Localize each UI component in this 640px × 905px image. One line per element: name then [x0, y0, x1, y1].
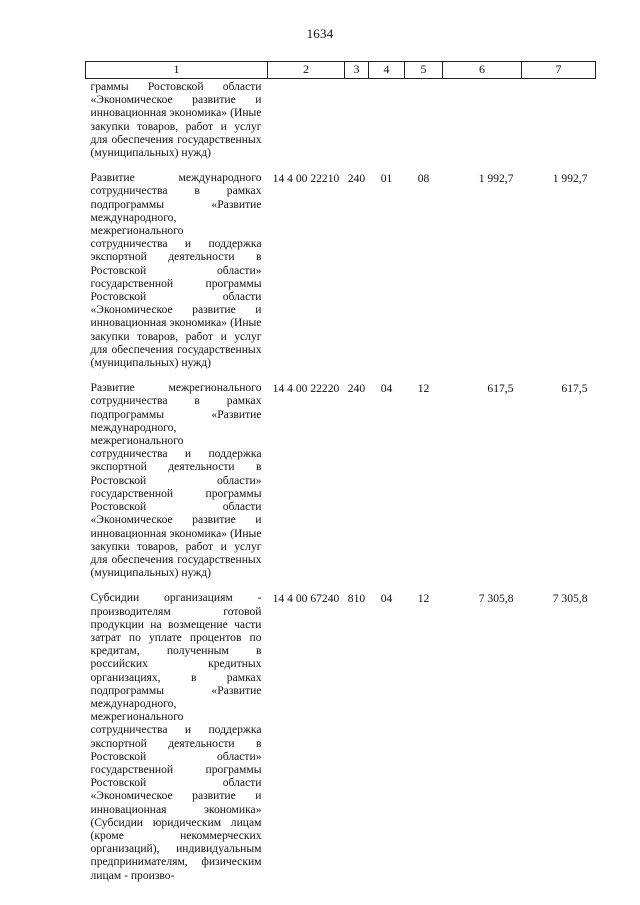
- table-row-continuation: [86, 79, 596, 172]
- target-article-code: 14 4 00 22210: [272, 172, 340, 186]
- column-header-1: 1: [86, 62, 268, 79]
- target-article-code: 14 4 00 67240: [272, 592, 340, 606]
- amount-year-2: 617,5: [561, 382, 588, 396]
- column-header-2: 2: [268, 62, 345, 79]
- continuation-text: граммы Ростовской области «Экономическое развитие и инновационная экономика» (Иные закупки товаров, работ и услуг для обеспечения государственных (муниципальных) нужд): [90, 80, 262, 160]
- column-header-3: 3: [345, 62, 369, 79]
- expense-name: Развитие международного сотрудничества в рамках подпрограммы «Развитие международного, межрегионального сотрудничества и поддержка экспортной деятельности в Ростовской области» государственной программы Ростовской области «Экономическое развитие и инновационная экономика» (Иные закупки товаров, работ и услуг для обеспечения государственных (муниципальных) нужд): [90, 171, 262, 370]
- column-header-5: 5: [405, 62, 443, 79]
- subsection-code: 12: [417, 382, 430, 396]
- table-row: [86, 171, 596, 381]
- column-header-6: 6: [443, 62, 522, 79]
- section-code: 01: [380, 172, 393, 186]
- column-header-7: 7: [522, 62, 596, 79]
- header-row: [86, 62, 596, 79]
- expense-type-code: 810: [347, 592, 366, 606]
- amount-year-1: 7 305,8: [478, 592, 514, 606]
- expense-name-cell: [86, 591, 268, 893]
- expense-type-code: 240: [347, 172, 366, 186]
- amount-year-1: 617,5: [487, 382, 514, 396]
- expense-name: Развитие межрегионального сотрудничества в рамках подпрограммы «Развитие международного, межрегионального сотрудничества и поддержка экспортной деятельности в Ростовской области» государственной программы Ростовской области «Экономическое развитие и инновационная экономика» (Иные закупки товаров, работ и услуг для обеспечения государственных (муниципальных) нужд): [90, 381, 262, 580]
- expense-type-code: 240: [347, 382, 366, 396]
- amount-year-1: 1 992,7: [478, 172, 514, 186]
- continuation-name-cell: [86, 79, 268, 172]
- page-number: 1634: [306, 26, 334, 41]
- section-code: 04: [380, 592, 393, 606]
- subsection-code: 12: [417, 592, 430, 606]
- table-row: [86, 591, 596, 893]
- budget-table: [85, 61, 596, 894]
- subsection-code: 08: [417, 172, 430, 186]
- column-header-4: 4: [369, 62, 405, 79]
- expense-name-cell: [86, 381, 268, 591]
- section-code: 04: [380, 382, 393, 396]
- expense-name-cell: [86, 171, 268, 381]
- amount-year-2: 1 992,7: [552, 172, 588, 186]
- amount-year-2: 7 305,8: [552, 592, 588, 606]
- expense-name: Субсидии организациям - производителям готовой продукции на возмещение части затрат по уплате процентов по кредитам, полученным в российских кредитных организациях, в рамках подпрограммы «Развитие международного, межрегионального сотрудничества и поддержка экспортной деятельности в Ростовской области» государственной программы Ростовской области «Экономическое развитие и инновационная экономика» (Субсидии юридическим лицам (кроме некоммерческих организаций), индивидуальным предпринимателям, физическим лицам - произво-: [90, 591, 262, 882]
- target-article-code: 14 4 00 22220: [272, 382, 340, 396]
- table-row: [86, 381, 596, 591]
